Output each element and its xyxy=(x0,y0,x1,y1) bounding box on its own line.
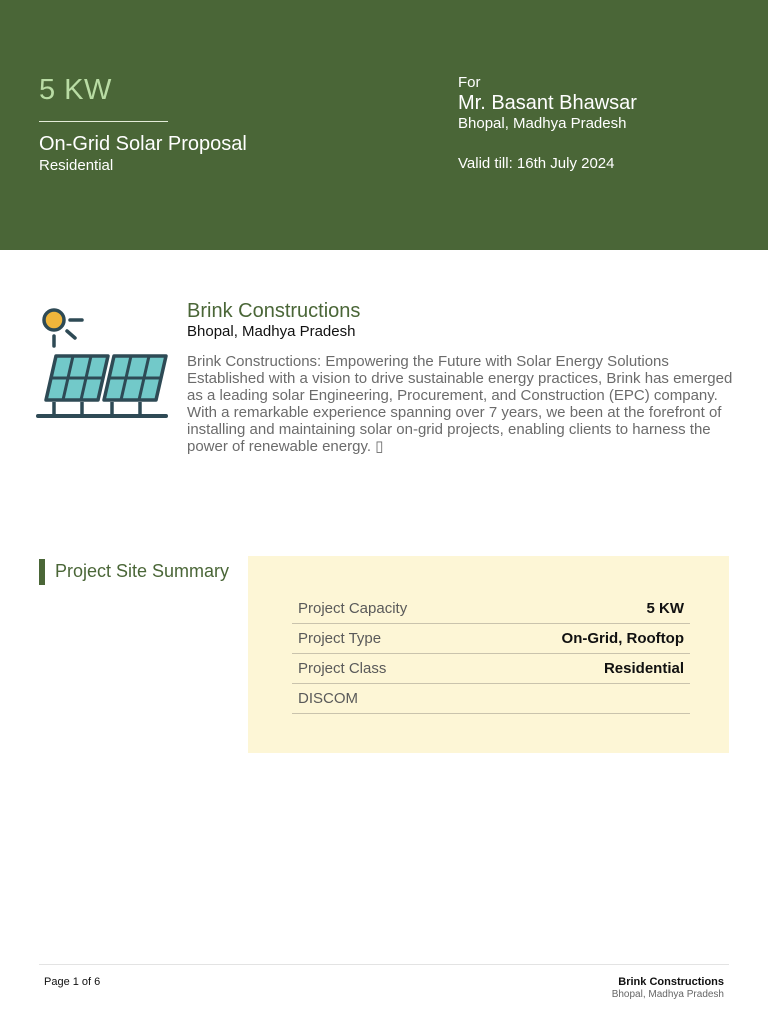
proposal-header xyxy=(0,0,768,250)
footer-divider xyxy=(39,964,729,965)
client-location: Bhopal, Madhya Pradesh xyxy=(458,115,627,132)
header-capacity: 5 KW xyxy=(39,74,112,106)
for-label: For xyxy=(458,74,481,91)
summary-row-discom xyxy=(292,684,690,714)
footer-company: Brink Constructions xyxy=(618,976,724,988)
company-description: Brink Constructions: Empowering the Future with Solar Energy Solutions Established with a vision to drive sustainable energy practices, Brink has emerged as a leading solar Engineering, Procurement, and Construction (EPC) company. With a remarkable experience spanning over 7 years, we been at the forefront of installing and maintaining solar on-grid projects, enabling clients to harness the power of renewable energy. ▯ xyxy=(187,353,733,455)
summary-value: Residential xyxy=(603,660,684,677)
summary-value: 5 KW xyxy=(646,600,684,617)
summary-label: Project Class xyxy=(298,660,387,677)
footer-location: Bhopal, Madhya Pradesh xyxy=(611,989,724,1000)
valid-till: Valid till: 16th July 2024 xyxy=(458,155,615,172)
summary-row-class xyxy=(292,654,690,684)
client-name: Mr. Basant Bhawsar xyxy=(458,92,637,114)
summary-label: Project Type xyxy=(298,630,382,647)
solar-panel-icon xyxy=(36,304,168,422)
proposal-title: On-Grid Solar Proposal xyxy=(39,133,247,155)
summary-value: On-Grid, Rooftop xyxy=(561,630,684,647)
summary-label: Project Capacity xyxy=(298,600,408,617)
company-name: Brink Constructions xyxy=(187,300,361,322)
section-title: Project Site Summary xyxy=(55,561,230,581)
summary-row-type xyxy=(292,624,690,654)
proposal-subtitle: Residential xyxy=(39,157,114,174)
company-location: Bhopal, Madhya Pradesh xyxy=(187,323,356,340)
summary-row-capacity xyxy=(292,594,690,624)
project-summary-box xyxy=(248,556,729,753)
section-accent-bar xyxy=(39,559,45,585)
page-number: Page 1 of 6 xyxy=(44,976,101,988)
project-summary-table xyxy=(292,594,690,714)
summary-label: DISCOM xyxy=(298,690,358,707)
header-divider xyxy=(39,121,168,122)
